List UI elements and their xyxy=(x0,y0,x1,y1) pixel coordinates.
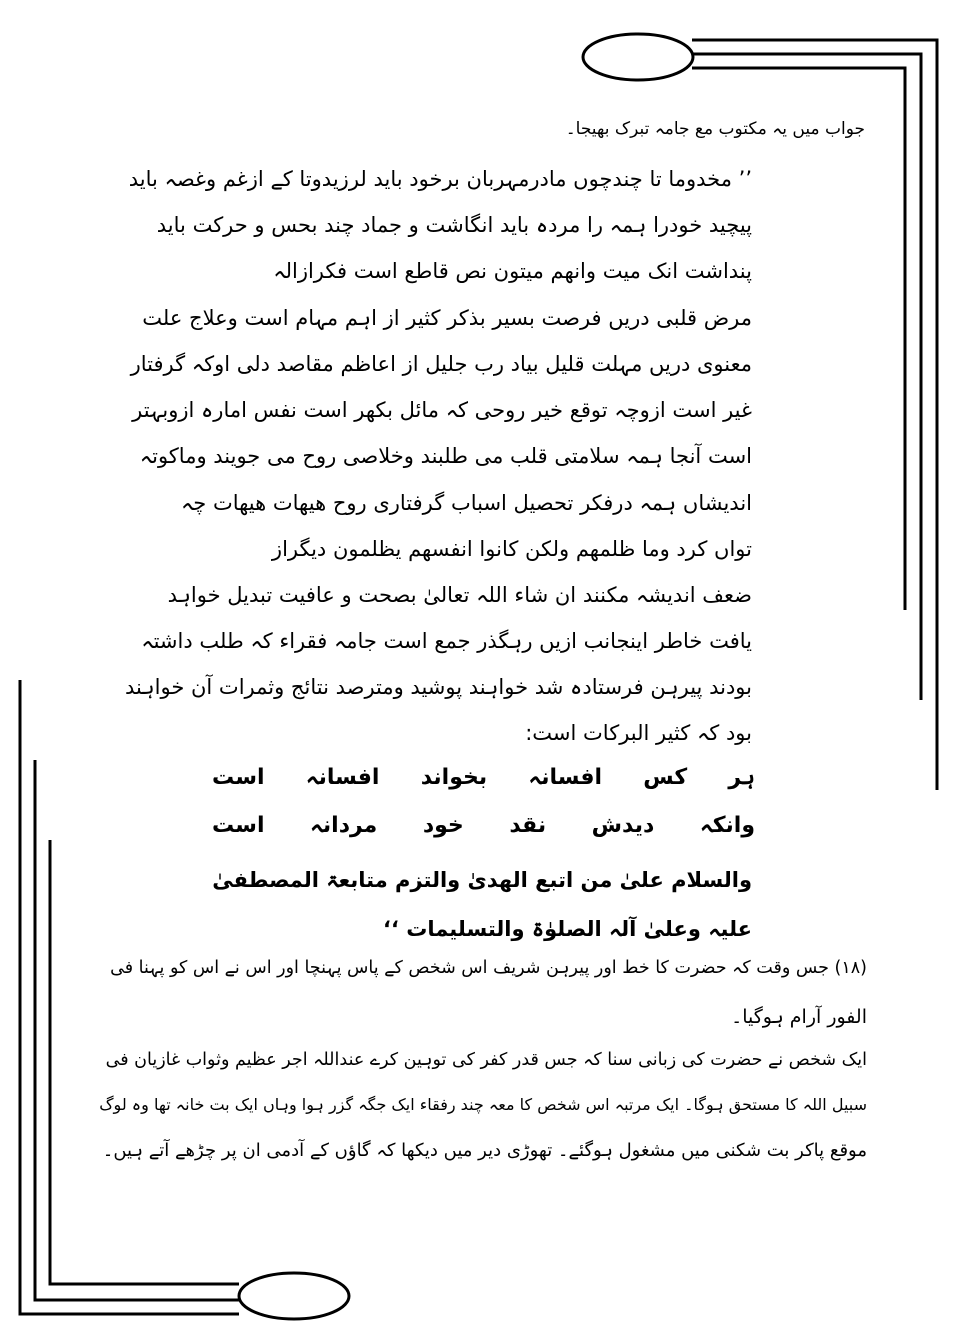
verse-1-word: ہر xyxy=(728,765,755,790)
verse-2-word: دیدش xyxy=(591,813,655,838)
para-next-line-3: موقع پاکر بت شکنی میں مشغول ہوگئے۔ تھوڑی دیر میں دیکھا کہ گاؤں کے آدمی ان پر چڑھے آتے ہیں۔ xyxy=(102,1140,867,1161)
verse-1-word: افسانہ xyxy=(528,765,603,790)
top-ornament-oval xyxy=(583,34,693,80)
verse-1-word: افسانہ xyxy=(305,765,380,790)
intro-line: جواب میں یہ مکتوب مع جامہ تبرک بھیجا۔ xyxy=(565,119,865,139)
letter-line-10: ضعف اندیشہ مکنند ان شاء اللہ تعالیٰ بصحت و عافیت تبدیل خواہد xyxy=(167,583,752,607)
letter-line-13: بود کہ کثیر البرکات است: xyxy=(525,721,752,745)
para-next-line-2: سبیل اللہ کا مستحق ہوگا۔ ایک مرتبہ اس شخص کا معہ چند رفقاء ایک جگہ گزر ہوا وہاں ایک بت خانہ تھا وہ لوگ xyxy=(99,1095,867,1114)
verse-2-word: است xyxy=(212,813,265,838)
verse-2-word: خود xyxy=(422,813,464,838)
bottom-border-line-middle xyxy=(35,760,239,1300)
para18-line-1: (۱۸) جس وقت کہ حضرت کا خط اور پیرہن شریف اس شخص کے پاس پہنچا اور اس نے اس کو پہنا فی xyxy=(110,958,867,978)
letter-line-5: معنوی دریں مہلت قلیل بیاد رب جلیل از اعاظم مقاصد دلی اوکہ گرفتار xyxy=(130,352,752,376)
letter-line-9: تواں کرد وما ظلمھم ولکن کانوا انفسھم یظلمون دیگراز xyxy=(271,537,752,561)
bottom-ornament-oval xyxy=(239,1273,349,1319)
verse-1-word: بخواند xyxy=(420,765,488,790)
verse-2-word: نقد xyxy=(509,813,547,838)
letter-line-2: پیچید خودرا ہمہ را مردہ باید انگاشت و جماد چند بحس و حرکت باید xyxy=(156,213,752,237)
verse-2-word: مردانہ xyxy=(310,813,378,838)
letter-line-3: پنداشت انک میت وانھم میتون نص قاطع است فکرازالہ xyxy=(273,259,752,283)
closing-line-2: علیہ وعلیٰ آلہ الصلوٰۃ والتسلیمات ‘‘ xyxy=(382,917,752,941)
para18-line-2: الفور آرام ہوگیا۔ xyxy=(731,1006,867,1028)
letter-line-1: ’’ مخدوما تا چندچوں مادرمہربان برخود باید لرزیدوتا کے ازغم وغصہ باید xyxy=(128,167,752,191)
verse-line-2 xyxy=(212,813,755,838)
letter-line-11: یافت خاطر اینجانب ازیں رہگذر جمع است جامہ فقراء کہ طلب داشتہ xyxy=(141,629,752,653)
top-border-line-inner xyxy=(692,68,905,610)
bottom-border-line-outer xyxy=(20,680,239,1314)
verse-1-word: است xyxy=(212,765,265,790)
verse-2-word: وانکہ xyxy=(699,813,755,838)
letter-line-6: غیر است ازوچہ توقع خیر روحی کہ مائل بکھر است نفس امارہ ازوبہتر xyxy=(132,398,752,422)
letter-line-12: بودند پیرہن فرستادہ شد خواہند پوشید ومترصد نتائج وثمرات آن خواہند xyxy=(125,675,752,699)
letter-line-7: است آنجا ہمہ سلامتی قلب می طلبند وخلاصی روح می جویند وماکوتہ xyxy=(139,444,752,468)
para-next-line-1: ایک شخص نے حضرت کی زبانی سنا کہ جس قدر کفر کی توہین کرے عنداللہ اجر عظیم وثواب غازیان فی xyxy=(105,1050,867,1070)
letter-line-8: اندیشاں ہمہ درفکر تحصیل اسباب گرفتاری روح ھیھات ھیھات چہ xyxy=(180,491,752,515)
closing-line-1: والسلام علیٰ من اتبع الھدیٰ والتزم متابعۃ المصطفیٰ xyxy=(212,868,752,892)
verse-1-word: کس xyxy=(643,765,688,790)
letter-line-4: مرض قلبی دریں فرصت بسیر بذکر کثیر از اہم مہام است وعلاج علت xyxy=(142,306,752,330)
verse-line-1 xyxy=(212,765,755,790)
